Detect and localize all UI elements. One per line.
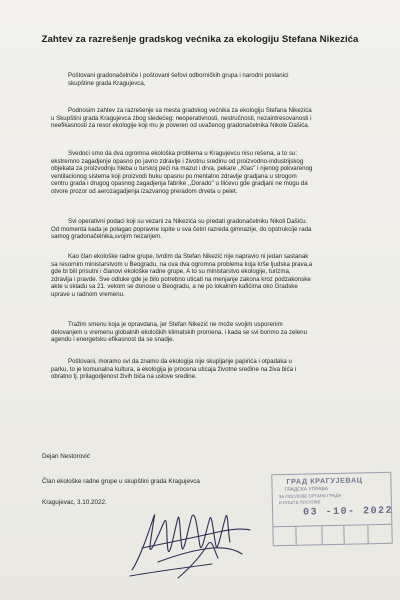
text-line: Podnosim zahtev za razrešenje sa mesta gradskog većnika za ekologiju Stefana Nikezića bbox=[68, 107, 312, 114]
stamp-line-1: ГРАД КРАГУЈЕВАЦ bbox=[286, 475, 363, 486]
paragraph-request bbox=[51, 107, 371, 130]
text-line: obratno tj. prilagodjenost živih bića na uslove sredine. bbox=[51, 373, 197, 381]
text-line: ventilacionog sistema koji proizvodi buku opasnu po mentalno zdravlje gradjana u strogom bbox=[51, 172, 297, 180]
text-line: Poštovani gradonačelniče i poštovani šefovi odborničkih grupa i narodni poslanici bbox=[68, 72, 289, 79]
stamp-line-2: ГРАДСКА УПРАВА bbox=[284, 486, 329, 493]
text-line: skupštine grada Kragujevca, bbox=[68, 79, 146, 87]
paragraph-closing bbox=[51, 358, 373, 381]
text-line: agendu i energetsku efikasnost da se snadje. bbox=[51, 336, 175, 344]
stamp-line-3: ЗА ПОСЛОВЕ ОРГАНА ГРАДА bbox=[278, 492, 342, 500]
stamp-line-4: И ОПШТЕ ПОСЛОВЕ bbox=[278, 499, 321, 506]
official-stamp bbox=[271, 472, 392, 546]
text-line: delovanjem u vremenu globalnih ekoloških klimatskih promena, i kada se svi borimo za zelenu bbox=[51, 328, 307, 336]
text-line: neefikasnosti za resor ekologije koji mu je poveren od uvaženog gradonačelnika Nikole Dašića. bbox=[51, 122, 310, 130]
text-line: centru grada i drugog opasnog zagadjenja fabrike ,,Dorado'' u Ilićevu gde gradjani ne mogu da bbox=[51, 180, 308, 188]
text-line: parku, to je komunalna kultura, a ekologija je procena uticaja životne sredine na živa bića i bbox=[51, 365, 297, 373]
document-title: Zahtev za razrešenje gradskog većnika za ekologiju Stefana Nikezića bbox=[41, 34, 359, 45]
text-line: samog gradonačelnika,svojim nezanjem. bbox=[51, 233, 162, 241]
text-line: akte u skladu sa 21. vekom se donose u Beogradu, a ne po lokalnim kafićima oko Gradske bbox=[51, 283, 298, 291]
text-line: Od momenta kada je polagao popravne ispite u sva četiri razreda gimnazije, do opstrukcije rada bbox=[51, 225, 312, 233]
text-line: gde bi bili prisutni i članovi ekološke radne grupe. A to su ministarstvo ekologije, turizma, bbox=[51, 268, 291, 276]
place-date: Kragujevac, 3.10.2022. bbox=[42, 499, 107, 506]
handwritten-signature bbox=[122, 488, 262, 588]
paragraph-dismissal bbox=[51, 321, 373, 344]
text-line: uprave u radnom vremenu. bbox=[51, 290, 125, 298]
stamp-date: 03 -10- 2022 bbox=[302, 505, 394, 519]
text-line: Tražim smenu koja je opravdana, jer Stefan Nikezić ne može svojim usporenim bbox=[68, 321, 283, 328]
text-line: Kao član ekološke radne grupe, tvrdim da Stefan Nikezić nije napravio ni jedan sastanak bbox=[68, 253, 309, 260]
paragraph-problems bbox=[51, 150, 373, 196]
text-line: otvore prozor od aerozagadjenja izazvanog preradom drveta u pelet. bbox=[51, 187, 238, 195]
signer-name: Dejan Nestorović bbox=[42, 453, 90, 460]
text-line: Svedoci smo da dva ogromna ekološka problema u Kragujevcu nisu rešena, a to su: bbox=[68, 150, 298, 157]
text-line: objekata za proizvodnju hleba u turskoj peći na mazut i drva, pekare ,,Klas'' i njenog pokvarenog bbox=[51, 165, 313, 173]
text-line: u Skupštini grada Kragujevca zbog sledećeg: neoperativnosti, nestručnosti, nezaintresovanosti i bbox=[51, 114, 312, 122]
stamp-table bbox=[273, 524, 391, 545]
paragraph-operational-data bbox=[51, 218, 373, 241]
text-line: Poštovani, moramo svi da znamo da ekologija nije skupljanje papirića i otpadaka u bbox=[68, 358, 292, 365]
text-line: ekstremno zagadjenje opasno po javno zdravlje i životnu sredinu od proizvodno-industrijskog bbox=[51, 157, 304, 165]
paragraph-greeting bbox=[68, 72, 366, 87]
signer-role: Član ekološke radne grupe u skupštini grada Kragujevca bbox=[42, 478, 200, 485]
text-line: zdravlja i pravde. Sve odluke gde je bilo potrebno uticati na menjanje zakona kroz podzakonske bbox=[51, 275, 311, 283]
text-line: sa resornim ministarstvom u Beogradu, na ova dva ogromna problema koja krše ljudska prava,a bbox=[51, 260, 313, 268]
text-line: Svi operativni podaci koji su vezani za Nikezića su predati gradonačelniku Nikoli Dašiću. bbox=[68, 218, 308, 225]
paragraph-working-group bbox=[51, 253, 373, 299]
